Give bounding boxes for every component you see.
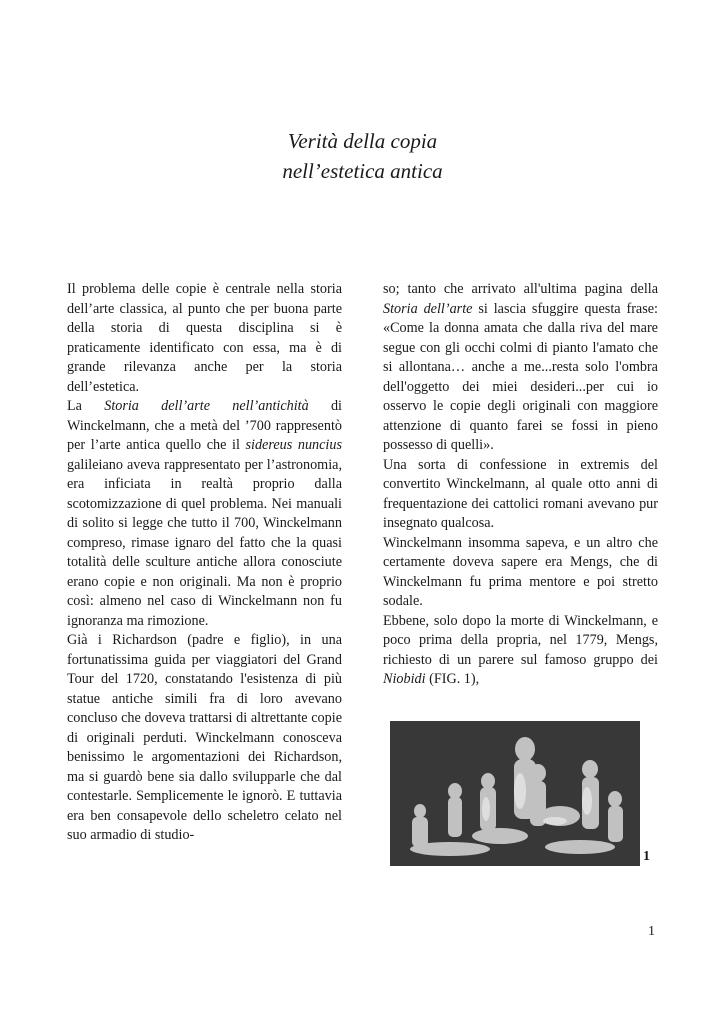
document-title	[0, 126, 725, 186]
text-span: so; tanto che arrivato all'ultima pagina della	[383, 281, 658, 297]
italic-title: Storia dell’arte nell’antichità	[104, 398, 309, 414]
italic-term: Niobidi	[383, 671, 426, 687]
page-number: 1	[648, 924, 655, 939]
text-span: Ebbene, solo dopo la morte di Winckelmann, e poco prima della propria, nel 1779, Mengs, richiesto di un parere sul famoso gruppo dei	[383, 612, 658, 668]
figure-number: 1	[643, 849, 650, 864]
right-column	[383, 280, 658, 690]
text-span: galileiano aveva rappresentato per l’astronomia, era inficiata in realtà proprio dalla scotomizzazione di quel problema. Nei manuali di solito si legge che tutto il 700, Winckelmann compreso, rimase ignaro del fatto che la quasi totalità delle sculture antiche allora conosciute erano copie e non originali. Ma non è proprio così: almeno nel caso di Winckelmann non fu ignoranza ma rimozione.	[67, 456, 342, 629]
paragraph-1: Il problema delle copie è centrale nella storia dell’arte classica, al punto che per buona parte della storia di questa disciplina si è praticamente identificato con essa, ma è di grande rilevanza anche per la storia dell’estetica.	[67, 281, 342, 395]
paragraph-6: Winckelmann insomma sapeva, e un altro che certamente doveva sapere era Mengs, che di Winckelmann fu prima mentore e poi stretto sodale.	[383, 534, 658, 609]
title-line-2: nell’estetica antica	[282, 159, 443, 183]
paragraph-4	[383, 280, 658, 456]
sculpture-illustration	[390, 721, 640, 866]
paragraph-3: Già i Richardson (padre e figlio), in una fortunatissima guida per viaggiatori del Grand Tour del 1720, constatando l'esistenza di più statue antiche simili fra di loro avevano concluso che doveva trattarsi di altrettante copie di originali perduti. Winckelmann conosceva benissimo le argomentazioni dei Richardson, ma si guardò bene sia dallo svilupparle che dal contestarle. Semplicemente le ignorò. E tuttavia era ben consapevole dello scheletro celato nel suo armadio di studio-	[67, 632, 342, 843]
italic-title: Storia dell’arte	[383, 300, 473, 317]
paragraph-2	[67, 397, 342, 631]
italic-term: sidereus nuncius	[245, 437, 342, 453]
text-span: La	[67, 398, 105, 414]
left-column	[67, 280, 342, 846]
paragraph-5: Una sorta di confessione in extremis del convertito Winckelmann, al quale otto anni di frequentazione dei cattolici romani avevano pur insegnato qualcosa.	[383, 456, 658, 531]
text-span: (FIG. 1),	[425, 671, 480, 687]
paragraph-7	[383, 612, 658, 690]
text-span: si lascia sfuggire questa frase: «Come la donna amata che dalla riva del mare segue con gli occhi colmi di pianto l'amato che si allontana… anche a me...resta solo l'ombra dell'oggetto dei miei desideri...per cui io osservo le copie degli originali con maggiore attenzione di quanto farei se fossi in pieno possesso di quelli».	[383, 300, 658, 453]
niobidi-sculpture-image	[390, 721, 640, 866]
text-span: di Winckelmann, che a metà del ’700 rappresentò per l’arte antica quello che il	[67, 398, 342, 453]
title-line-1: Verità della copia	[287, 129, 438, 153]
